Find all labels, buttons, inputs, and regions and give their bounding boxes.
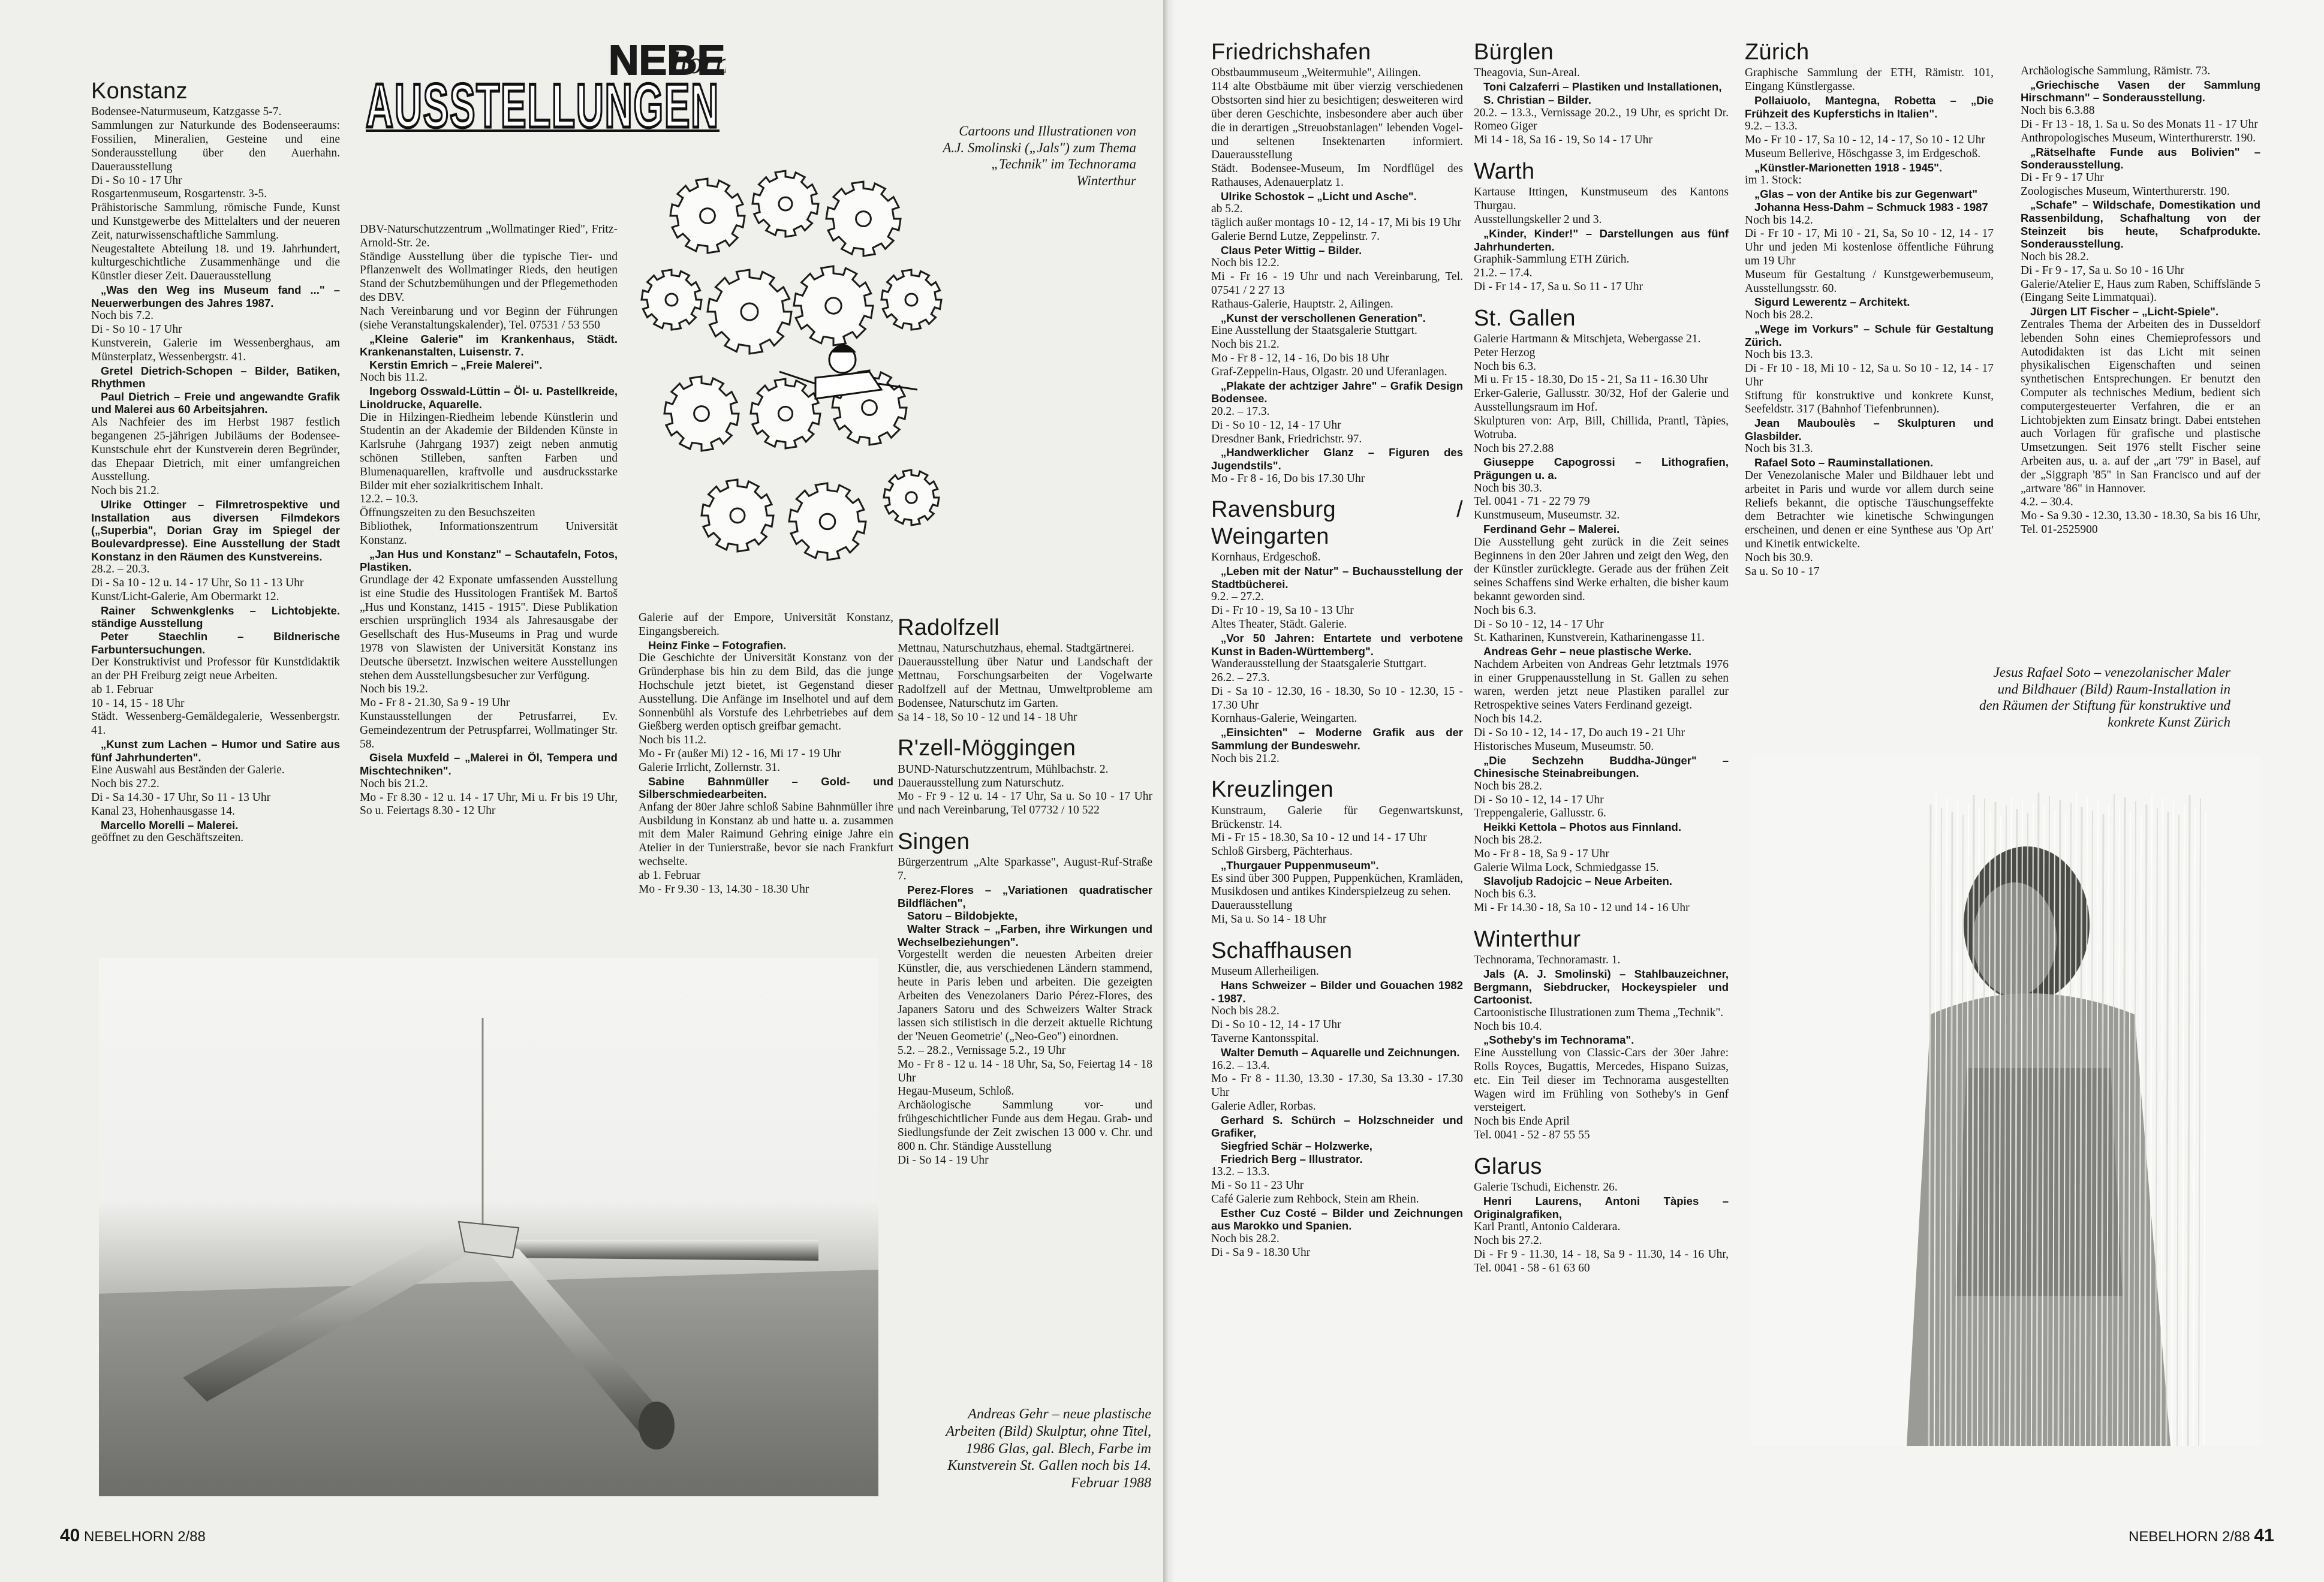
listing-line: Mo - Fr 9 - 12 u. 14 - 17 Uhr, Sa u. So 10 - 17 Uhr und nach Vereinbarung, Tel 07732 / 10 522 (898, 790, 1152, 817)
exhibition-title: Satoru – Bildobjekte, (907, 909, 1018, 923)
listing-line: geöffnet zu den Geschäftszeiten. (91, 831, 244, 845)
listing-line: 21.2. – 17.4. (1474, 266, 1533, 279)
listing-line: Öffnungszeiten zu den Besuchszeiten (360, 507, 535, 520)
listing-line: Di - So 10 - 17 Uhr (91, 174, 182, 187)
city-heading: Singen (898, 829, 970, 855)
gear-cartoon (636, 162, 947, 605)
listing-line: Graf-Zeppelin-Haus, Olgastr. 20 und Uferanlagen. (1211, 365, 1447, 378)
listing-line: Di - Sa 10 - 12.30, 16 - 18.30, So 10 - 12.30, 15 - 17.30 Uhr (1211, 685, 1463, 712)
listing-line: Kartause Ittingen, Kunstmuseum des Kantons Thurgau. (1474, 186, 1729, 213)
listing-line: Kunstverein, Galerie im Wessenberghaus, am Münsterplatz, Wessenbergstr. 41. (91, 336, 340, 363)
listing-line: Mo - Fr 8.30 - 12 u. 14 - 17 Uhr, Mi u. Fr bis 19 Uhr, So u. Feiertags 8.30 - 12 Uhr (360, 791, 618, 818)
listing-line: Noch bis 6.3. (1474, 604, 1536, 617)
exhibition-title: „Rätselhafte Funde aus Bolivien" – Sonderausstellung. (2021, 145, 2260, 171)
listing-line: Wanderausstellung der Staatsgalerie Stuttgart. (1211, 658, 1427, 671)
listing-line: Noch bis 27.2.88 (1474, 442, 1554, 455)
listing-line: Noch bis 28.2. (1474, 779, 1542, 792)
gear-icon (884, 470, 939, 525)
soto-image (1751, 757, 2260, 1446)
header-kicker-script: horn (672, 46, 726, 80)
listing-line: Di - Sa 9 - 18.30 Uhr (1211, 1246, 1311, 1259)
sculpture-image (99, 958, 878, 1496)
soto-caption: Jesus Rafael Soto – venezolanischer Maler und Bildhauer (Bild) Raum-Installation in den Räumen der Stiftung für konstruktive und konkrete Kunst Zürich (1979, 665, 2230, 730)
folio-right (2129, 1526, 2274, 1546)
listing-line: Noch bis 30.9. (1745, 551, 1813, 564)
exhibition-title: Walter Strack – „Farben, ihre Wirkungen und Wechselbeziehungen". (898, 923, 1152, 948)
listing-line: Rosgartenmuseum, Rosgartenstr. 3-5. (91, 188, 267, 201)
exhibition-title: Jean Mauboulès – Skulpturen und Glasbilder. (1745, 417, 1994, 442)
listing-line: Noch bis 31.3. (1745, 442, 1813, 456)
listing-line: Erker-Galerie, Gallusstr. 30/32, Hof der Galerie und Ausstellungsraum im Hof. (1474, 387, 1729, 414)
listing-line: Noch bis Ende April (1474, 1115, 1570, 1128)
gear-icon (752, 171, 818, 237)
exhibition-title: Gretel Dietrich-Schopen – Bilder, Batiken, Rhythmen (91, 364, 340, 390)
listing-line: Anfang der 80er Jahre schloß Sabine Bahnmüller ihre Ausbildung in Konstanz ab und hatte u. a. zusammen mit dem Maler Raimund Gehring einige Jahre ein Atelier in der Tunierstraße, bevor sie nach Frankfurt wechselte. (639, 800, 893, 869)
listing-line: im 1. Stock: (1745, 174, 1802, 187)
listing-line: Sa u. So 10 - 17 (1745, 565, 1820, 578)
listing-line: Tel. 0041 - 71 - 22 79 79 (1474, 495, 1590, 508)
exhibition-title: „Die Sechzehn Buddha-Jünger" – Chinesische Steinabreibungen. (1474, 754, 1729, 780)
listing-line: Noch bis 11.2. (360, 371, 428, 384)
listing-line: Graphik-Sammlung ETH Zürich. (1474, 253, 1630, 266)
listing-line: Mi - Fr 15 - 18.30, Sa 10 - 12 und 14 - 17 Uhr (1211, 831, 1427, 845)
listing-line: Noch bis 28.2. (2021, 251, 2089, 263)
exhibition-title: „Jan Hus und Konstanz" – Schautafeln, Fotos, Plastiken. (360, 547, 618, 574)
exhibition-title: „Kunst der verschollenen Generation". (1221, 311, 1426, 324)
exhibition-title: Paul Dietrich – Freie und angewandte Grafik und Malerei aus 60 Arbeitsjahren. (91, 390, 340, 416)
listing-line: Di - So 10 - 12, 14 - 17 Uhr (1474, 793, 1604, 806)
listing-line: DBV-Naturschutzzentrum „Wollmatinger Ried", Fritz-Arnold-Str. 2e. (360, 223, 618, 249)
listing-line: Di - So 10 - 12, 14 - 17 Uhr (1474, 617, 1604, 631)
column-radolfzell-singen (898, 614, 1152, 1167)
listing-line: Kunst/Licht-Galerie, Am Obermarkt 12. (91, 590, 279, 603)
listing-line: täglich außer montags 10 - 12, 14 - 17, Mi bis 19 Uhr (1211, 216, 1462, 230)
listing-line: Museum Bellerive, Höschgasse 3, im Erdgeschoß. (1745, 147, 1981, 160)
listing-line: Noch bis 14.2. (1745, 213, 1813, 227)
exhibition-title: Hans Schweizer – Bilder und Gouachen 1982 - 1987. (1211, 979, 1463, 1005)
exhibition-title: Sigurd Lewerentz – Architekt. (1754, 296, 1910, 309)
listing-line: Di - So 14 - 19 Uhr (898, 1153, 989, 1167)
listing-line: Noch bis 21.2. (360, 777, 428, 790)
listing-line: Archäologische Sammlung, Rämistr. 73. (2021, 65, 2211, 77)
column-konstanz-3 (639, 611, 893, 897)
cartoon-gears-illustration (636, 162, 947, 605)
listing-line: Technorama, Technoramastr. 1. (1474, 954, 1621, 967)
listing-line: Kornhaus, Erdgeschoß. (1211, 551, 1321, 564)
listing-line: Kunstraum, Galerie für Gegenwartskunst, Brückenstr. 14. (1211, 804, 1463, 831)
listing-line: Di - Fr 13 - 18, 1. Sa u. So des Monats 11 - 17 Uhr (2021, 117, 2258, 131)
exhibition-title: „Vor 50 Jahren: Entartete und verbotene Kunst in Baden-Württemberg". (1211, 631, 1463, 658)
listing-line: Noch bis 28.2. (1474, 833, 1542, 846)
listing-line: Galerie Tschudi, Eichenstr. 26. (1474, 1181, 1618, 1194)
listing-line: Städt. Bodensee-Museum, Im Nordflügel des Rathauses, Adenauerplatz 1. (1211, 162, 1463, 189)
listing-line: Noch bis 28.2. (1211, 1233, 1280, 1246)
city-heading: Friedrichshafen (1211, 40, 1371, 65)
listing-line: Mo - Fr 8 - 16, Do bis 17.30 Uhr (1211, 472, 1365, 485)
listing-line: Noch bis 19.2. (360, 683, 428, 696)
listing-line: Galerie Hartmann & Mitschjeta, Webergasse 21. (1474, 333, 1701, 346)
city-heading: Bürglen (1474, 40, 1554, 65)
listing-line: ab 1. Februar (91, 683, 153, 696)
listing-line: Mo - Fr 8 - 21.30, Sa 9 - 19 Uhr (360, 697, 510, 710)
listing-line: BUND-Naturschutzzentrum, Mühlbachstr. 2. (898, 763, 1109, 776)
exhibition-title: Jals (A. J. Smolinski) – Stahlbauzeichner, Bergmann, Siebdrucker, Hockeyspieler und Cartoonist. (1474, 967, 1729, 1007)
exhibition-title: „Einsichten" – Moderne Grafik aus der Sammlung der Bundeswehr. (1211, 726, 1463, 752)
exhibition-title: „Kleine Galerie" im Krankenhaus, Städt. Krankenanstalten, Luisenstr. 7. (360, 332, 618, 358)
gear-icon (642, 270, 702, 330)
city-heading: Glarus (1474, 1153, 1542, 1179)
exhibition-title: Ulrike Ottinger – Filmretrospektive und Installation aus diversen Filmdekors („Superbia", Dorian Gray im Spiegel der Boulevardpresse). Eine Ausstellung der Stadt Konstanz in den Räumen des Kunstvereins. (91, 498, 340, 563)
listing-line: Peter Herzog (1474, 346, 1536, 359)
page-number: 40 (60, 1526, 80, 1545)
gear-icon (702, 480, 773, 552)
gear-icon (708, 270, 791, 354)
listing-line: Noch bis 7.2. (91, 309, 153, 323)
listing-line: Noch bis 28.2. (1745, 309, 1813, 322)
header-logo (360, 37, 726, 133)
listing-line: Sa 14 - 18, So 10 - 12 und 14 - 18 Uhr (898, 710, 1077, 724)
exhibition-title: Claus Peter Wittig – Bilder. (1221, 243, 1362, 257)
listing-line: Karl Prantl, Antonio Calderara. (1474, 1221, 1621, 1234)
listing-line: Stiftung für konstruktive und konkrete Kunst, Seefeldstr. 317 (Bahnhof Tiefenbrunnen). (1745, 389, 1994, 416)
listing-line: Mo - Fr 8 - 12, 14 - 16, Do bis 18 Uhr (1211, 352, 1389, 364)
listing-line: Di - Fr 10 - 19, Sa 10 - 13 Uhr (1211, 604, 1354, 617)
exhibition-title: „Wege im Vorkurs" – Schule für Gestaltung Zürich. (1745, 322, 1994, 348)
exhibition-title: Ferdinand Gehr – Malerei. (1483, 523, 1620, 536)
gear-icon (670, 179, 745, 253)
exhibition-title: Rafael Soto – Rauminstallationen. (1754, 456, 1934, 469)
listing-line: Graphische Sammlung der ETH, Rämistr. 101, Eingang Künstlergasse. (1745, 67, 1994, 94)
listing-line: Dauerausstellung über Natur und Landschaft der Mettnau, Forschungsarbeiten der Vogelwarte Radolfzell auf der Mettnau, Umweltprobleme am Bodensee, Naturschutz im Garten. (898, 656, 1152, 710)
listing-line: 9.2. – 13.3. (1745, 120, 1798, 133)
listing-line: 4.2. – 30.4. (2021, 496, 2073, 509)
exhibition-title: Henri Laurens, Antoni Tàpies – Originalgrafiken, (1474, 1195, 1729, 1221)
exhibition-title: Heinz Finke – Fotografien. (648, 638, 787, 652)
listing-line: Altes Theater, Städt. Galerie. (1211, 618, 1347, 631)
listing-line: Dresdner Bank, Friedrichstr. 97. (1211, 432, 1362, 445)
listing-line: Museum für Gestaltung / Kunstgewerbemuseum, Ausstellungsstr. 60. (1745, 268, 1994, 295)
listing-line: Noch bis 11.2. (639, 734, 707, 747)
city-heading: Konstanz (91, 79, 188, 104)
listing-line: Nachdem Arbeiten von Andreas Gehr letztmals 1976 in einer Gruppenausstellung in St. Gallen zu sehen waren, werden jetzt neue Plastiken parallel zur Retrospektive seines Vaters Ferdinand gezeigt. (1474, 658, 1729, 712)
exhibition-title: Heikki Kettola – Photos aus Finnland. (1483, 821, 1681, 834)
listing-line: Mo - Fr 8 - 11.30, 13.30 - 17.30, Sa 13.30 - 17.30 Uhr (1211, 1072, 1463, 1099)
listing-line: Anthropologisches Museum, Winterthurerstr. 190. (2021, 131, 2256, 144)
listing-line: Noch bis 6.3. (1474, 360, 1536, 373)
listing-line: 26.2. – 27.3. (1211, 671, 1270, 684)
listing-line: 20.2. – 13.3., Vernissage 20.2., 19 Uhr, es spricht Dr. Romeo Giger (1474, 106, 1729, 133)
listing-line: Galerie Adler, Rorbas. (1211, 1099, 1316, 1113)
listing-line: Rathaus-Galerie, Hauptstr. 2, Ailingen. (1211, 297, 1393, 311)
listing-line: Der Konstruktivist und Professor für Kunstdidaktik an der PH Freiburg zeigt neue Arbeiten. (91, 656, 340, 682)
page-number: 41 (2254, 1526, 2274, 1545)
listing-line: Kornhaus-Galerie, Weingarten. (1211, 712, 1357, 725)
listing-line: Noch bis 13.3. (1745, 348, 1813, 361)
folio-left (60, 1526, 206, 1546)
listing-line: Skulpturen von: Arp, Bill, Chillida, Prantl, Tàpies, Wotruba. (1474, 414, 1729, 441)
listing-line: Als Nachfeier des im Herbst 1987 festlich begangenen 25-jährigen Jubiläums der Bodensee-Kunstschule ehrt der Kunstverein deren Begründer, das Ehepaar Dietrich, mit einer umfangreichen Ausstellung. (91, 416, 340, 484)
column-konstanz (91, 78, 340, 845)
exhibition-title: Kerstin Emrich – „Freie Malerei". (369, 358, 543, 371)
exhibition-title: Slavoljub Radojcic – Neue Arbeiten. (1483, 875, 1672, 888)
listing-line: Noch bis 30.3. (1474, 481, 1542, 495)
listing-line: Ständige Ausstellung über die typische Tier- und Pflanzenwelt des Wollmatinger Rieds, den heutigen Stand der Schutzbemühungen und der Pflegemethoden des DBV. (360, 250, 618, 305)
listing-line: Eine Ausstellung von Classic-Cars der 30er Jahre: Rolls Royces, Bugattis, Mercedes, Hispano Suizas, etc. Ein Teil dieser im Technorama ausgestellten Wagen wird im Frühling von Sotheby's in Genf versteigert. (1474, 1047, 1729, 1114)
column-buerglen-glarus (1474, 39, 1729, 1276)
listing-line: Die Ausstellung geht zurück in die Zeit seines Beginnens in den 20er Jahren und zeigt den Weg, den der Künstler zurücklegte. Gerade aus der frühen Zeit seines Schaffens sind Werke erhalten, die bisher kaum bekannt geworden sind. (1474, 535, 1729, 603)
exhibition-title: Rainer Schwenkglenks – Lichtobjekte. ständige Ausstellung (91, 604, 340, 630)
exhibition-title: Toni Calzaferri – Plastiken und Installationen, (1483, 80, 1722, 94)
listing-line: Noch bis 6.3. (1474, 887, 1536, 900)
listing-line: 16.2. – 13.4. (1211, 1059, 1270, 1072)
column-zuerich-2 (2021, 65, 2260, 537)
column-zuerich (1745, 39, 1994, 578)
listing-line: Taverne Kantonsspital. (1211, 1032, 1319, 1045)
listing-line: Der Venezolanische Maler und Bildhauer lebt und arbeitet in Paris und wurde vor allem durch seine Reliefs bekannt, die optische Täuschungseffekte dem Betrachter wie kinetische Schwingungen erscheinen, und denen er eine Synthese aus 'Op Art' und Kinetik entwickelte. (1745, 469, 1994, 550)
exhibition-title: „Glas – von der Antike bis zur Gegenwart" (1754, 188, 1978, 201)
listing-line: Mo - Fr (außer Mi) 12 - 16, Mi 17 - 19 Uhr (639, 747, 841, 760)
listing-line: Noch bis 27.2. (1474, 1234, 1542, 1247)
listing-line: Zoologisches Museum, Winterthurerstr. 190. (2021, 185, 2230, 198)
gutter (1163, 0, 1175, 1582)
exhibition-title: Andreas Gehr – neue plastische Werke. (1483, 645, 1692, 658)
listing-line: Tel. 0041 - 52 - 87 55 55 (1474, 1128, 1590, 1141)
section-header (360, 37, 726, 133)
header-kicker: NEBE (609, 37, 726, 83)
exhibition-title: „Plakate der achtziger Jahre" – Grafik Design Bodensee. (1211, 379, 1463, 405)
listing-line: St. Katharinen, Kunstverein, Katharinengasse 11. (1474, 631, 1705, 644)
listing-line: Di - Fr 14 - 17, Sa u. So 11 - 17 Uhr (1474, 280, 1643, 293)
right-page (1175, 0, 2324, 1582)
exhibition-title: Ingeborg Osswald-Lüttin – Öl- u. Pastellkreide, Linoldrucke, Aquarelle. (360, 385, 618, 411)
sculpture-photo (99, 958, 878, 1496)
listing-line: Mi - So 11 - 23 Uhr (1211, 1179, 1304, 1192)
exhibition-title: Peter Staechlin – Bildnerische Farbuntersuchungen. (91, 629, 340, 656)
exhibition-title: Jürgen LIT Fischer – „Licht-Spiele". (2030, 305, 2219, 318)
listing-line: Galerie Wilma Lock, Schmiedgasse 15. (1474, 861, 1659, 874)
listing-line: Die Geschichte der Universität Konstanz von der Gründerphase bis hin zu dem Bild, das die junge Hochschule jetzt bietet, ist Gegenstand dieser Ausstellung. Die Anfänge im Inselhotel und auf dem Sonnenbühl als Vorstufe des Lehrbetriebes auf dem Gießberg werden optisch greifbar gemacht. (639, 652, 893, 733)
city-heading: Zürich (1745, 40, 1810, 65)
exhibition-title: „Griechische Vasen der Sammlung Hirschmann" – Sonderausstellung. (2021, 78, 2260, 104)
listing-line: 114 alte Obstbäume mit über vierzig verschiedenen Obstsorten sind hier zu besichtigen; desweiteren wird über deren Geschichte, insbesondere aber auch über die in derartigen „Streuobstanlagen" lebenden Vogel- und seltenen Insektenarten informiert. Dauerausstellung (1211, 80, 1463, 162)
listing-line: Nach Vereinbarung und vor Beginn der Führungen (siehe Veranstaltungskalender), Tel. 07531 / 53 550 (360, 305, 618, 332)
exhibition-title: Sabine Bahnmüller – Gold- und Silberschmiedearbeiten. (639, 775, 893, 801)
listing-line: Di - So 10 - 12, 14 - 17 Uhr (1211, 1018, 1341, 1032)
listing-line: Dauerausstellung zum Naturschutz. (898, 776, 1064, 790)
exhibition-title: „Kunst zum Lachen – Humor und Satire aus fünf Jahrhunderten". (91, 738, 340, 764)
exhibition-title: Giuseppe Capogrossi – Lithografien, Prägungen u. a. (1474, 456, 1729, 481)
exhibition-title: Friedrich Berg – Illustrator. (1221, 1152, 1363, 1165)
exhibition-title: S. Christian – Bilder. (1483, 93, 1591, 106)
listing-line: Prähistorische Sammlung, römische Funde, Kunst und Kunstgewerbe des Mittelalters und der neueren Zeit, naturwissenschaftliche Sammlung. (91, 201, 340, 242)
listing-line: Galerie Bernd Lutze, Zeppelinstr. 7. (1211, 230, 1380, 243)
listing-line: Kanal 23, Hohenhausgasse 14. (91, 804, 235, 818)
listing-line: Hegau-Museum, Schloß. (898, 1085, 1015, 1098)
listing-line: 5.2. – 28.2., Vernissage 5.2., 19 Uhr (898, 1044, 1066, 1057)
listing-line: Galerie Irrlicht, Zollernstr. 31. (639, 761, 781, 774)
exhibition-title: „Sotheby's im Technorama". (1483, 1033, 1634, 1047)
city-heading: Winterthur (1474, 926, 1581, 952)
listing-line: Di - Fr 9 - 11.30, 14 - 18, Sa 9 - 11.30, 14 - 16 Uhr, Tel. 0041 - 58 - 61 63 60 (1474, 1247, 1729, 1274)
listing-line: Noch bis 6.3.88 (2021, 104, 2095, 117)
listing-line: Bodensee-Naturmuseum, Katzgasse 5-7. (91, 106, 282, 119)
exhibition-title: „Handwerklicher Glanz – Figuren des Jugendstils". (1211, 446, 1463, 472)
exhibition-title: „Thurgauer Puppenmuseum". (1221, 859, 1379, 872)
gear-icon (789, 483, 866, 560)
listing-line: Di - Fr 10 - 17, Mi 10 - 21, Sa, So 10 - 12, 14 - 17 Uhr und jeden Mi kostenlose öffentliche Führung um 19 Uhr (1745, 227, 1994, 267)
listing-line: Zentrales Thema der Arbeiten des in Dusseldorf lebenden Sohn eines Chemieprofessors und Autodidakten ist das Licht mit seinen physikalischen Eigenschaften und seinen synthetischen Entsprechungen. Er benutzt den Computer als technisches Medium, bedient sich computergesteuerter Verfahren, die er an Lichtobjekten zum Einsatz bringt. Dabei entstehen auch Vorlagen für grafische und plastische Umsetzungen. Seit 1976 stellt Fischer seine Arbeiten aus, u. a. auf der „art '79" in Basel, auf der „Siggraph '85" in San Francisco und auf der „artware '86" in Hannover. (2021, 318, 2260, 495)
listing-line: Kunstmuseum, Museumstr. 32. (1474, 509, 1620, 522)
gear-icon (881, 270, 941, 330)
listing-line: Eine Ausstellung der Staatsgalerie Stuttgart. (1211, 324, 1417, 338)
exhibition-title: „Künstler-Marionetten 1918 - 1945". (1754, 161, 1943, 174)
listing-line: Theagovia, Sun-Areal. (1474, 67, 1581, 80)
listing-line: Mo - Fr 8 - 12 u. 14 - 18 Uhr, Sa, So, Feiertag 14 - 18 Uhr (898, 1057, 1152, 1084)
listing-line: Mo - Fr 10 - 17, Sa 10 - 12, 14 - 17, So 10 - 12 Uhr (1745, 134, 1985, 147)
listing-line: Neugestaltete Abteilung 18. und 19. Jahrhundert, kulturgeschichtliche Zusammenhänge und die Künstler dieser Zeit. Dauerausstellung (91, 242, 340, 283)
listing-line: Obstbaummuseum „Weitermuhle", Ailingen. (1211, 67, 1421, 80)
listing-line: Grundlage der 42 Exponate umfassenden Ausstellung ist eine Studie des Hussitologen František M. Bartoš „Hus und Konstanz, 1415 - 1915". Diese Publikation erschien ursprünglich 1934 als Jahresausgabe der Gesellschaft des Hus-Museums in Prag und wurde 1978 von Slawisten der Universität Konstanz ins Deutsche übersetzt. Inzwischen weitere Ausstellungen stehen dem Ausstellungsbesucher zur Verfügung. (360, 573, 618, 682)
header-title: AUSSTELLUNGEN (366, 71, 720, 133)
exhibition-title: Pollaiuolo, Mantegna, Robetta – „Die Frühzeit des Kupferstichs in Italien". (1745, 94, 1994, 120)
city-heading: St. Gallen (1474, 305, 1576, 331)
exhibition-title: Siegfried Schär – Holzwerke, (1221, 1140, 1372, 1153)
gear-icon (751, 379, 820, 448)
listing-line: Städt. Wessenberg-Gemäldegalerie, Wessenbergstr. 41. (91, 710, 340, 737)
sculpture-caption: Andreas Gehr – neue plastische Arbeiten (Bild) Skulptur, ohne Titel, 1986 Glas, gal. Blech, Farbe im Kunstverein St. Gallen noch bis 14. Februar 1988 (946, 1406, 1151, 1491)
exhibition-title: Marcello Morelli – Malerei. (101, 818, 239, 831)
listing-line: Schloß Girsberg, Pächterhaus. (1211, 845, 1353, 858)
listing-line: Museum Allerheiligen. (1211, 965, 1319, 978)
exhibition-title: Walter Demuth – Aquarelle und Zeichnungen. (1221, 1045, 1460, 1059)
listing-line: Sammlungen zur Naturkunde des Bodenseeraums: Fossilien, Mineralien, Gesteine und eine Sonderausstellung über den Auerhahn. Dauerausstellung (91, 119, 340, 173)
listing-line: 10 - 14, 15 - 18 Uhr (91, 697, 185, 710)
listing-line: 13.2. – 13.3. (1211, 1165, 1270, 1179)
soto-installation-photo (1751, 757, 2260, 1446)
listing-line: Kunstausstellungen der Petrusfarrei, Ev. Gemeindezentrum der Petruspfarrei, Wollmatinger Str. 58. (360, 710, 618, 751)
listing-line: Ausstellungskeller 2 und 3. (1474, 213, 1602, 227)
listing-line: ab 5.2. (1211, 203, 1243, 216)
listing-line: Di - So 10 - 17 Uhr (91, 323, 182, 336)
listing-line: Noch bis 12.2. (1211, 257, 1280, 270)
listing-line: Mi - Fr 16 - 19 Uhr und nach Vereinbarung, Tel. 07541 / 2 27 13 (1211, 270, 1463, 297)
exhibition-title: Johanna Hess-Dahm – Schmuck 1983 - 1987 (1754, 200, 1988, 213)
listing-line: Archäologische Sammlung vor- und frühgeschichtlicher Funde aus dem Hegau. Grab- und Siedlungsfunde der Zeit zwischen 13 000 v. Chr. und 800 n. Chr. Ständige Ausstellung (898, 1099, 1152, 1153)
listing-line: Di - Fr 9 - 17, Sa u. So 10 - 16 Uhr (2021, 264, 2184, 277)
gear-icon (664, 376, 739, 451)
city-heading: Warth (1474, 158, 1535, 184)
listing-line: Mi u. Fr 15 - 18.30, Do 15 - 21, Sa 11 - 16.30 Uhr (1474, 373, 1708, 387)
listing-line: Café Galerie zum Rehbock, Stein am Rhein. (1211, 1192, 1419, 1206)
listing-line: Mo - Sa 9.30 - 12.30, 13.30 - 18.30, Sa bis 16 Uhr, Tel. 01-2525900 (2021, 510, 2260, 537)
gear-icon (826, 182, 901, 256)
listing-line: Noch bis 21.2. (1211, 752, 1280, 765)
cartoon-caption: Cartoons und Illustrationen von A.J. Smolinski („Jals") zum Thema „Technik" im Technorama Winterthur (943, 123, 1136, 188)
listing-line: Noch bis 21.2. (1211, 338, 1280, 351)
listing-line: 20.2. – 17.3. (1211, 405, 1270, 418)
listing-line: Es sind über 300 Puppen, Puppenküchen, Kramläden, Musikdosen und antikes Kinderspielzeug zu sehen. (1211, 872, 1463, 899)
exhibition-title: Esther Cuz Costé – Bilder und Zeichnungen aus Marokko und Spanien. (1211, 1206, 1463, 1233)
listing-line: Galerie/Atelier E, Haus zum Raben, Schiffslände 5 (Eingang Seite Limmatquai). (2021, 278, 2260, 305)
listing-line: Noch bis 14.2. (1474, 713, 1542, 726)
exhibition-title: „Leben mit der Natur" – Buchausstellung der Stadtbücherei. (1211, 565, 1463, 590)
listing-line: Di - Sa 10 - 12 u. 14 - 17 Uhr, So 11 - 13 Uhr (91, 577, 304, 589)
listing-line: Dauerausstellung (1211, 899, 1293, 912)
exhibition-title: Ulrike Schostok – „Licht und Asche". (1221, 189, 1417, 203)
listing-line: Eine Auswahl aus Beständen der Galerie. (91, 764, 285, 777)
gear-icon (794, 266, 873, 345)
column-friedrichshafen (1211, 39, 1463, 1260)
listing-line: Mettnau, Naturschutzhaus, ehemal. Stadtgärtnerei. (898, 642, 1134, 655)
listing-line: Treppengalerie, Gallusstr. 6. (1474, 807, 1606, 820)
city-heading: Radolfzell (898, 615, 1000, 640)
listing-line: ab 1. Februar (639, 869, 701, 882)
listing-line: Di - Fr 10 - 18, Mi 10 - 12, Sa u. So 10 - 12, 14 - 17 Uhr (1745, 361, 1994, 388)
exhibition-title: „Kinder, Kinder!" – Darstellungen aus fünf Jahrhunderten. (1474, 227, 1729, 253)
exhibition-title: Gisela Muxfeld – „Malerei in Öl, Tempera und Mischtechniken". (360, 751, 618, 778)
magazine-name: NEBELHORN 2/88 (84, 1529, 206, 1545)
city-heading: Ravensburg / Weingarten (1211, 497, 1463, 549)
listing-line: Bibliothek, Informationszentrum Universität Konstanz. (360, 520, 618, 547)
listing-line: Noch bis 21.2. (91, 484, 159, 498)
listing-line: Di - Fr 9 - 17 Uhr (2021, 171, 2104, 184)
listing-line: Di - Sa 14.30 - 17 Uhr, So 11 - 13 Uhr (91, 791, 271, 804)
listing-line: Historisches Museum, Museumstr. 50. (1474, 740, 1654, 753)
listing-line: 9.2. – 27.2. (1211, 590, 1264, 604)
listing-line: Mi 14 - 18, Sa 16 - 19, So 14 - 17 Uhr (1474, 134, 1652, 147)
exhibition-title: „Was den Weg ins Museum fand ..." – Neuerwerbungen des Jahres 1987. (91, 284, 340, 309)
exhibition-title: Perez-Flores – „Variationen quadratischer Bildflächen", (898, 884, 1152, 909)
listing-line: Noch bis 28.2. (1211, 1005, 1280, 1018)
city-heading: R'zell-Möggingen (898, 736, 1076, 761)
listing-line: Noch bis 27.2. (91, 778, 159, 791)
listing-line: Galerie auf der Empore, Universität Konstanz, Eingangsbereich. (639, 611, 893, 638)
listing-line: Mo - Fr 9.30 - 13, 14.30 - 18.30 Uhr (639, 882, 809, 896)
listing-line: Noch bis 10.4. (1474, 1020, 1542, 1033)
listing-line: Cartoonistische Illustrationen zum Thema „Technik". (1474, 1006, 1724, 1019)
exhibition-title: Gerhard S. Schürch – Holzschneider und Grafiker, (1211, 1113, 1463, 1140)
city-heading: Schaffhausen (1211, 938, 1353, 963)
listing-line: Vorgestellt werden die neuesten Arbeiten dreier Künstler, die, aus verschiedenen Ländern stammend, heute in Paris leben und arbeiten. Die gezeigten Arbeiten des Venezolaners Dario Pérez-Flores, des Japaners Satoru und des Schweizers Walter Strack lassen sich stilistisch in die derzeit aktuelle Richtung der 'Neuen Geometrie' („Neo-Geo") einordnen. (898, 948, 1152, 1044)
listing-line: Di - So 10 - 12, 14 - 17, Do auch 19 - 21 Uhr (1474, 726, 1685, 739)
listing-line: Die in Hilzingen-Riedheim lebende Künstlerin und Studentin an der Akademie der Bildenden Künste in Karlsruhe (Jahrgang 1937) zeigt neben anmutig schönen Stilleben, sanften Farben und Blumenaquarellen, kraftvolle und ausdrucksstarke Bilder mit eher sozialkritischem Inhalt. (360, 411, 618, 492)
listing-line: Di - So 10 - 12, 14 - 17 Uhr (1211, 418, 1341, 432)
listing-line: Mi - Fr 14.30 - 18, Sa 10 - 12 und 14 - 16 Uhr (1474, 901, 1690, 914)
column-konstanz-2 (360, 223, 618, 818)
listing-line: Bürgerzentrum „Alte Sparkasse", August-Ruf-Straße 7. (898, 856, 1152, 883)
magazine-name: NEBELHORN 2/88 (2129, 1529, 2250, 1545)
listing-line: 28.2. – 20.3. (91, 563, 150, 576)
exhibition-title: „Schafe" – Wildschafe, Domestikation und Rassenbildung, Schafhaltung von der Steinzeit bis heute, Schafprodukte. Sonderausstellung. (2021, 198, 2260, 251)
listing-line: 12.2. – 10.3. (360, 493, 419, 506)
listing-line: Mo - Fr 8 - 18, Sa 9 - 17 Uhr (1474, 847, 1609, 860)
listing-line: Mi, Sa u. So 14 - 18 Uhr (1211, 913, 1327, 926)
city-heading: Kreuzlingen (1211, 777, 1333, 803)
